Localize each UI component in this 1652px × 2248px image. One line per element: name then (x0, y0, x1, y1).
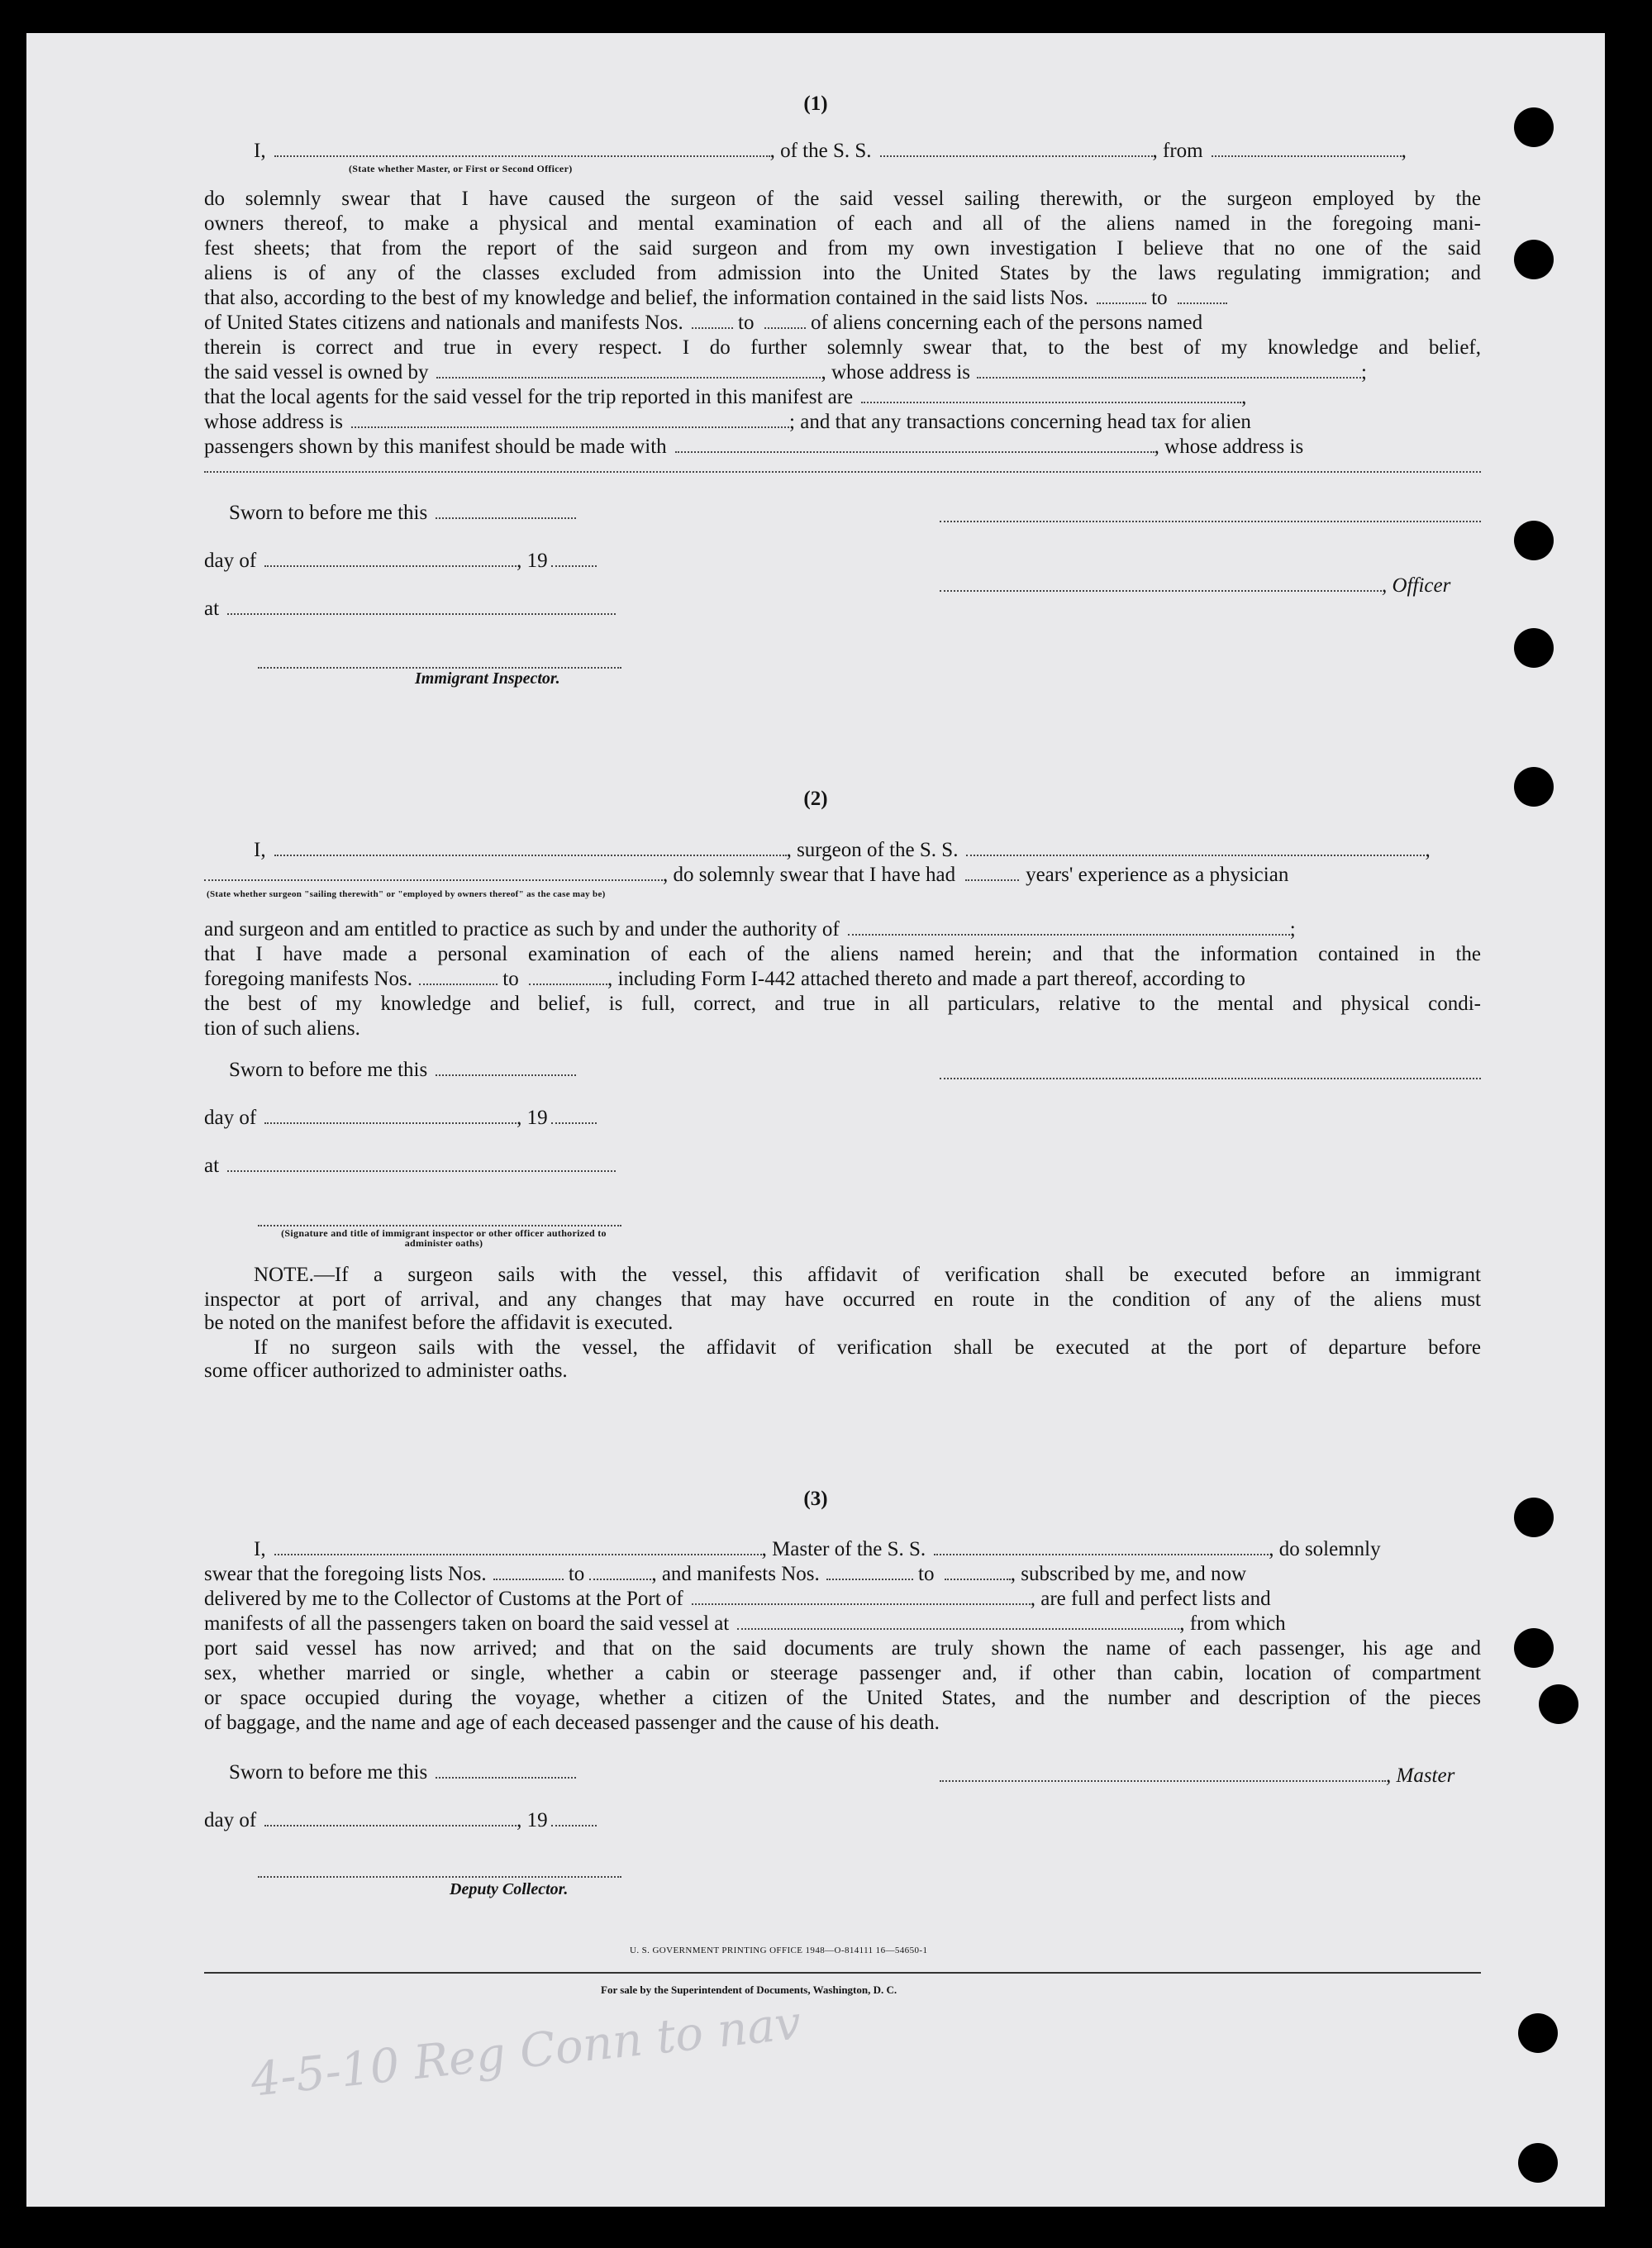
note-line-3: be noted on the manifest before the affidavit is executed. (204, 1312, 674, 1334)
manifest-from-field[interactable] (692, 321, 733, 329)
footer-rule (204, 1972, 1481, 1974)
s1-month-field[interactable] (264, 559, 517, 567)
ship-name-field[interactable] (880, 149, 1153, 157)
s2-sworn-day-field[interactable] (436, 1068, 576, 1076)
punch-hole (1514, 521, 1554, 560)
deputy-collector-label: Deputy Collector. (450, 1880, 569, 1898)
s3-paragraph: port said vessel has now arrived; and that on the said documents are truly shown the name of each passenger, his age and sex, whether married or single, whether a cabin or steerage passenger and, if other than cabin, location of compartment or space occupied during the voyage, whether a citizen of the United States, and the number and description of the pieces (204, 1637, 1481, 1709)
punch-hole (1514, 107, 1554, 147)
s1-place-field[interactable] (227, 607, 616, 615)
s2-manifest-to-field[interactable] (529, 977, 607, 985)
section-1-heading: (1) (803, 93, 828, 115)
agents-address-field[interactable] (351, 420, 789, 428)
officer-hint: (State whether Master, or First or Second Officer) (349, 163, 573, 174)
years-experience-field[interactable] (965, 873, 1019, 881)
master-name-field[interactable] (274, 1547, 762, 1555)
surgeon-type-field[interactable] (204, 873, 663, 881)
punch-hole (1518, 2143, 1558, 2183)
s3-manifest-from-field[interactable] (826, 1572, 913, 1580)
punch-hole (1518, 2013, 1558, 2053)
boarding-port-field[interactable] (737, 1622, 1179, 1630)
from-port-field[interactable] (1212, 149, 1402, 157)
s2-year-field[interactable] (551, 1116, 597, 1124)
s3-manifest-to-field[interactable] (945, 1572, 1011, 1580)
lists-to-field[interactable] (1178, 296, 1227, 304)
s3-ship-name-field[interactable] (934, 1547, 1269, 1555)
deputy-collector-sig-line[interactable] (258, 1876, 621, 1878)
surgeon-name-field[interactable] (274, 848, 787, 856)
section-3-heading: (3) (803, 1488, 828, 1510)
punch-hole (1514, 240, 1554, 279)
lists-from-field[interactable] (1097, 296, 1146, 304)
manifest-to-field[interactable] (764, 321, 806, 329)
surgeon-hint: (State whether surgeon "sailing therewith" or "employed by owners thereof" as the case may be) (207, 889, 606, 899)
note-line-4: If no surgeon sails with the vessel, the affidavit of verification shall be executed at the port of departure before (254, 1336, 1481, 1359)
master-sig-field[interactable] (940, 1774, 1386, 1782)
punch-hole (1514, 628, 1554, 668)
s2-manifest-from-field[interactable] (419, 977, 498, 985)
s3-lists-from-field[interactable] (493, 1572, 564, 1580)
punch-hole (1514, 1628, 1554, 1668)
s1-address-line[interactable] (204, 471, 1481, 473)
s2-month-field[interactable] (264, 1116, 517, 1124)
handwritten-notation: 4-5-10 Reg Conn to nav (248, 1996, 804, 2108)
s2-place-field[interactable] (227, 1164, 616, 1172)
s2-surgeon-sig-line[interactable] (940, 1078, 1481, 1079)
officer-title-field[interactable] (274, 149, 770, 157)
s1-sworn-day-field[interactable] (436, 511, 576, 519)
s3-month-field[interactable] (264, 1818, 517, 1826)
s3-year-field[interactable] (551, 1818, 597, 1826)
form-page: (1) I, , of the S. S. , from , (State whether Master, or First or Second Officer) do solemnly swear that I have caused the surgeon of the said vessel sailing therewith, or the surgeon employed by the owners thereof, to make a physical and mental examination of each and all of the aliens named in the foregoing mani- fest sheets; that from the report of the said surgeon and from my own investigation I believe that no one of the said aliens is of any of the classes excluded from admission into the United States by the laws regulating immigration; and that also, according to the best of my knowledge and belief, the information contained in the said lists Nos. to of United States citizens and nationals and manifests Nos. to of aliens concerning each of the persons named therein is correct and true in every respect. I do further solemnly swear that, to the best of my knowledge and belief, the said vessel is owned by , whose address is ; that the local agents for the said vessel for the trip reported in this manifest are , whose address is ; and that any transactions concerning head tax for alien passengers shown by this manifest should be made with , whose address is Sworn to before me this day of , 19 , Officer at Immigrant Inspector. (2) I, , surgeon of the S. S. , , do solemnly swear that I have had years' experience as a physician (State whether surgeon "sailing therewith" or "employed by owners thereof" as the case may be) and surgeon and am entitled to practice as such by and under the authority of ; that I have made a personal examination of each of the aliens named herein; and that the information contained in the foregoing manifests Nos. to , including Form I-442 attached thereto and made a part thereof, according to the best of my knowledge and belief, is full, correct, and true in all particulars, relative to the mental and physical condi- tion of such aliens. Sworn to before me this day of , 19 at (Signature and title of immigrant inspector or other officer authorized to administer oaths) NOTE.—If a surgeon sails with the vessel, this affidavit of verification shall be executed before an immigrant inspector at port of arrival, and any changes that may have occurred en route in the condition of any of the aliens must be noted on the manifest before the affidavit is executed. If no surgeon sails with the vessel, the affidavit of verification shall be executed at the port of departure before some officer authorized to administer oaths. (3) I, , Master of the S. S. , do solemnly swear that the foregoing lists Nos. to , and manifests Nos. to , subscribed by me, and now delivered by me to the Collector of Customs at the Port of , are full and perfect lists and manifests of all the passengers taken on board the said vessel at , from which port said vessel has now arrived; and that on the said documents are truly shown the name of each passenger, his age and sex, whether married or single, whether a cabin or steerage passenger and, if other than cabin, location of compartment or space occupied during the voyage, whether a citizen of the United States, and the number and description of the pieces of baggage, and the name and age of each deceased passenger and the cause of his death. Sworn to before me this , Master day of , 19 Deputy Collector. U. S. GOVERNMENT PRINTING OFFICE 1948—O-814111 16—54650-1 For sale by the Superintendent of Documents, Washington, D. C. 4-5-10 Reg Conn to nav (26, 33, 1605, 2207)
note-line-5: some officer authorized to administer oaths. (204, 1360, 568, 1382)
s1-officer-sig-line[interactable] (940, 521, 1481, 522)
owner-field[interactable] (436, 370, 821, 379)
gpo-imprint: U. S. GOVERNMENT PRINTING OFFICE 1948—O-814111 16—54650-1 (630, 1946, 928, 1955)
immigrant-inspector-label: Immigrant Inspector. (415, 669, 560, 688)
s1-paragraph: do solemnly swear that I have caused the surgeon of the said vessel sailing therewith, or the surgeon employed by the owners thereof, to make a physical and mental examination of each and all of the aliens named in the foregoing mani- fest sheets; that from the report of the said surgeon and from my own investigation I believe that no one of the said aliens is of any of the classes excluded from admission into the United States by the laws regulating immigration; and (204, 188, 1481, 284)
port-field[interactable] (692, 1597, 1031, 1605)
authority-field[interactable] (848, 927, 1290, 936)
s1-year-field[interactable] (551, 559, 597, 567)
note-line-2: inspector at port of arrival, and any changes that may have occurred en route in the condition of any of the aliens must (204, 1288, 1481, 1311)
owner-address-field[interactable] (977, 370, 1361, 379)
section-2-heading: (2) (803, 788, 828, 810)
s2-officer-sig-line[interactable] (258, 1225, 621, 1226)
s3-sworn-day-field[interactable] (436, 1770, 576, 1779)
s2-ship-name-field[interactable] (966, 848, 1425, 856)
s1-line1: I, , of the S. S. , from , (254, 140, 1407, 162)
punch-hole (1514, 1498, 1554, 1537)
head-tax-contact-field[interactable] (675, 445, 1154, 453)
punch-hole (1514, 767, 1554, 807)
s1-inspector-sig-line[interactable] (258, 667, 621, 669)
note-line-1: NOTE.—If a surgeon sails with the vessel, this affidavit of verification shall be executed before an immigrant (254, 1264, 1481, 1286)
punch-hole (1539, 1684, 1578, 1724)
s1-officer-name-field[interactable] (940, 583, 1382, 592)
s3-lists-to-field[interactable] (589, 1572, 651, 1580)
signature-hint: (Signature and title of immigrant inspector or other officer authorized to administer oaths) (281, 1227, 607, 1249)
sale-footer: For sale by the Superintendent of Documents, Washington, D. C. (601, 1984, 897, 1996)
local-agents-field[interactable] (861, 395, 1241, 403)
